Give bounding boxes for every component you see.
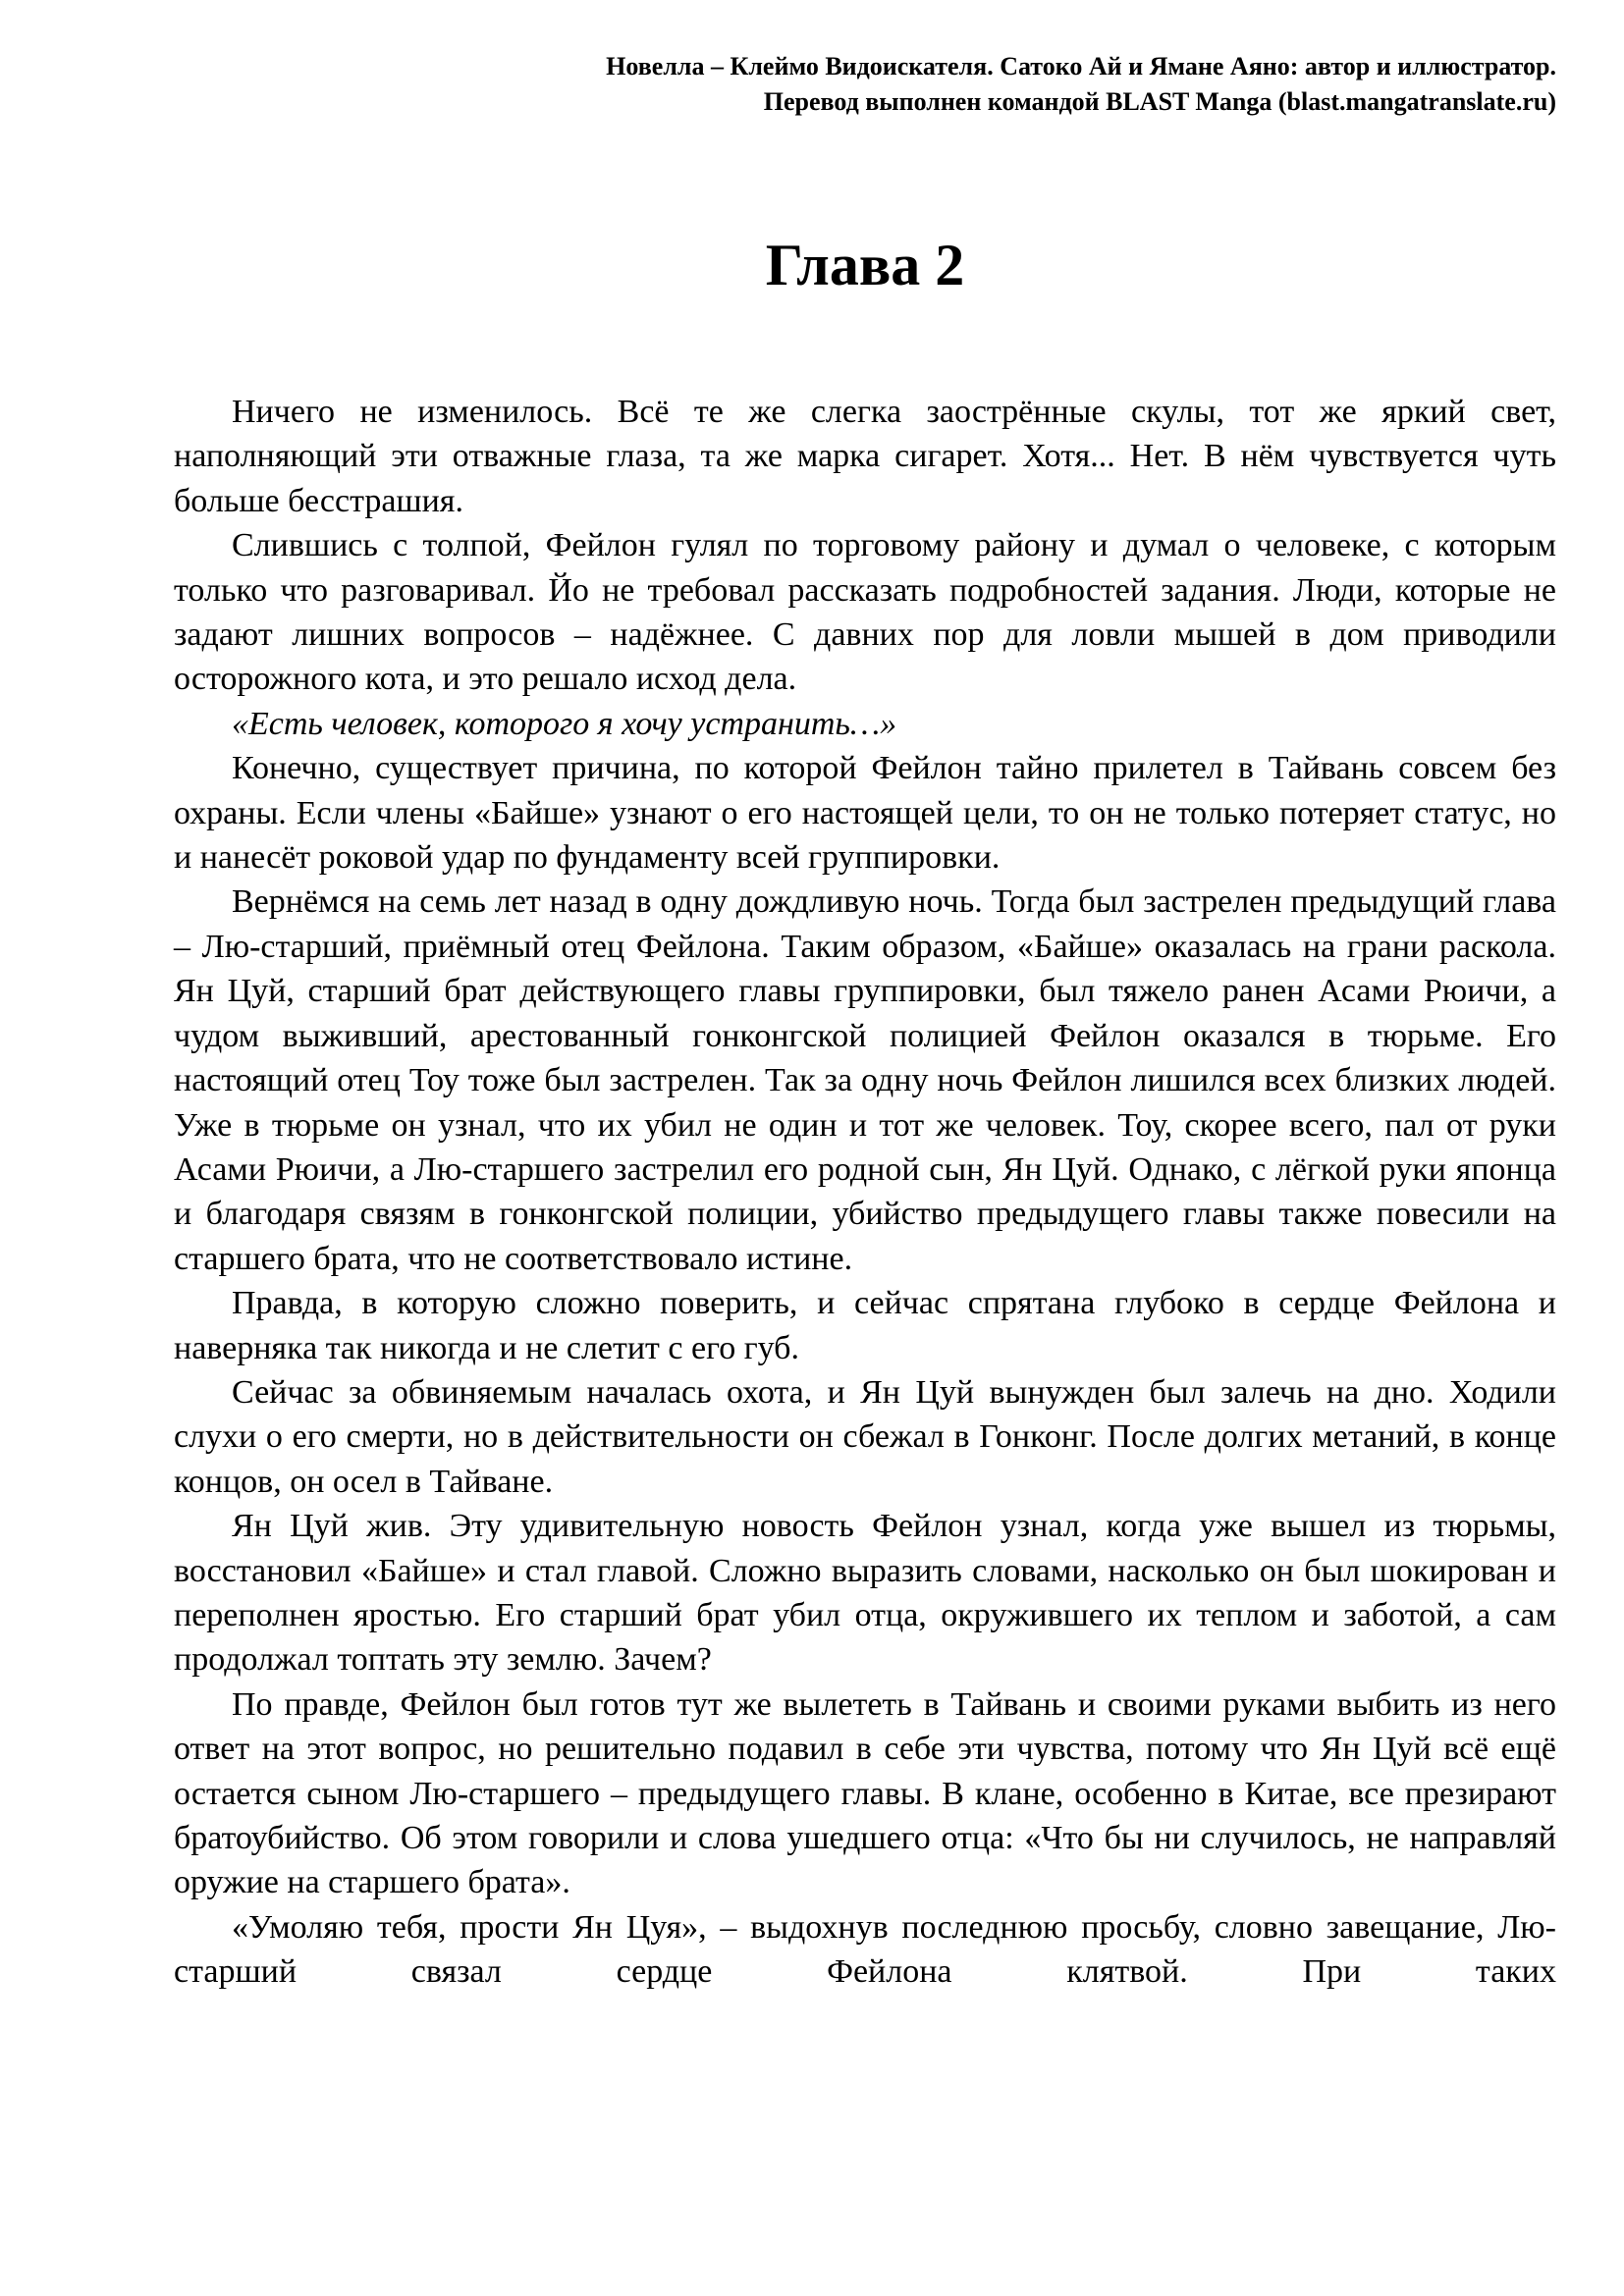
header-line-translation-credits: Перевод выполнен командой BLAST Manga (blast.mangatranslate.ru) <box>763 87 1556 116</box>
paragraph: Конечно, существует причина, по которой Фейлон тайно прилетел в Тайвань совсем без охраны. Если члены «Байше» узнают о его настоящей цели, то он не только потеряет статус, но и нанесёт роковой удар по фундаменту всей группировки. <box>174 750 1556 877</box>
header-line-novel-credits: Новелла – Клеймо Видоискателя. Сатоко Ай и Ямане Аяно: автор и иллюстратор. <box>606 52 1556 80</box>
paragraph: Ян Цуй жив. Эту удивительную новость Фейлон узнал, когда уже вышел из тюрьмы, восстановил «Байше» и стал главой. Сложно выразить словами, насколько он был шокирован и переполнен яростью. Его старший брат убил отца, окружившего их теплом и заботой, а сам продолжал топтать эту землю. Зачем? <box>174 1508 1556 1679</box>
paragraph: Вернёмся на семь лет назад в одну дождливую ночь. Тогда был застрелен предыдущий глава – Лю-старший, приёмный отец Фейлона. Таким образом, «Байше» оказалась на грани раскола. Ян Цуй, старший брат действующего главы группировки, был тяжело ранен Асами Рюичи, а чудом выживший, арестованный гонконгской полицией Фейлон оказался в тюрьме. Его настоящий отец Тоу тоже был застрелен. Так за одну ночь Фейлон лишился всех близких людей. Уже в тюрьме он узнал, что их убил не один и тот же человек. Тоу, скорее всего, пал от руки Асами Рюичи, а Лю-старшего застрелил его родной сын, Ян Цуй. Однако, с лёгкой руки японца и благодаря связям в гонконгской полиции, убийство предыдущего главы также повесили на старшего брата, что не соответствовало истине. <box>174 883 1556 1277</box>
running-header <box>174 49 1556 120</box>
paragraph-quote: «Есть человек, которого я хочу устранить…» <box>232 705 897 742</box>
paragraph: Слившись с толпой, Фейлон гулял по торговому району и думал о человеке, с которым только что разговаривал. Йо не требовал рассказать подробностей задания. Люди, которые не задают лишних вопросов – надёжнее. С давних пор для ловли мышей в дом приводили осторожного кота, и это решало исход дела. <box>174 527 1556 698</box>
paragraph: «Умоляю тебя, прости Ян Цуя», – выдохнув последнюю просьбу, словно завещание, Лю-старший связал сердце Фейлона клятвой. При таких <box>174 1908 1556 1991</box>
chapter-title: Глава 2 <box>765 233 965 297</box>
paragraph: По правде, Фейлон был готов тут же вылететь в Тайвань и своими руками выбить из него ответ на этот вопрос, но решительно подавил в себе эти чувства, потому что Ян Цуй всё ещё остается сыном Лю-старшего – предыдущего главы. В клане, особенно в Китае, все презирают братоубийство. Об этом говорили и слова ушедшего отца: «Что бы ни случилось, не направляй оружие на старшего брата». <box>174 1685 1556 1901</box>
chapter-body <box>174 390 1556 1995</box>
paragraph: Правда, в которую сложно поверить, и сейчас спрятана глубоко в сердце Фейлона и наверняка так никогда и не слетит с его губ. <box>174 1285 1556 1366</box>
paragraph: Ничего не изменилось. Всё те же слегка заострённые скулы, тот же яркий свет, наполняющий эти отважные глаза, та же марка сигарет. Хотя... Нет. В нём чувствуется чуть больше бесстрашия. <box>174 394 1556 519</box>
paragraph: Сейчас за обвиняемым началась охота, и Ян Цуй вынужден был залечь на дно. Ходили слухи о его смерти, но в действительности он сбежал в Гонконг. После долгих метаний, в конце концов, он осел в Тайване. <box>174 1373 1556 1500</box>
